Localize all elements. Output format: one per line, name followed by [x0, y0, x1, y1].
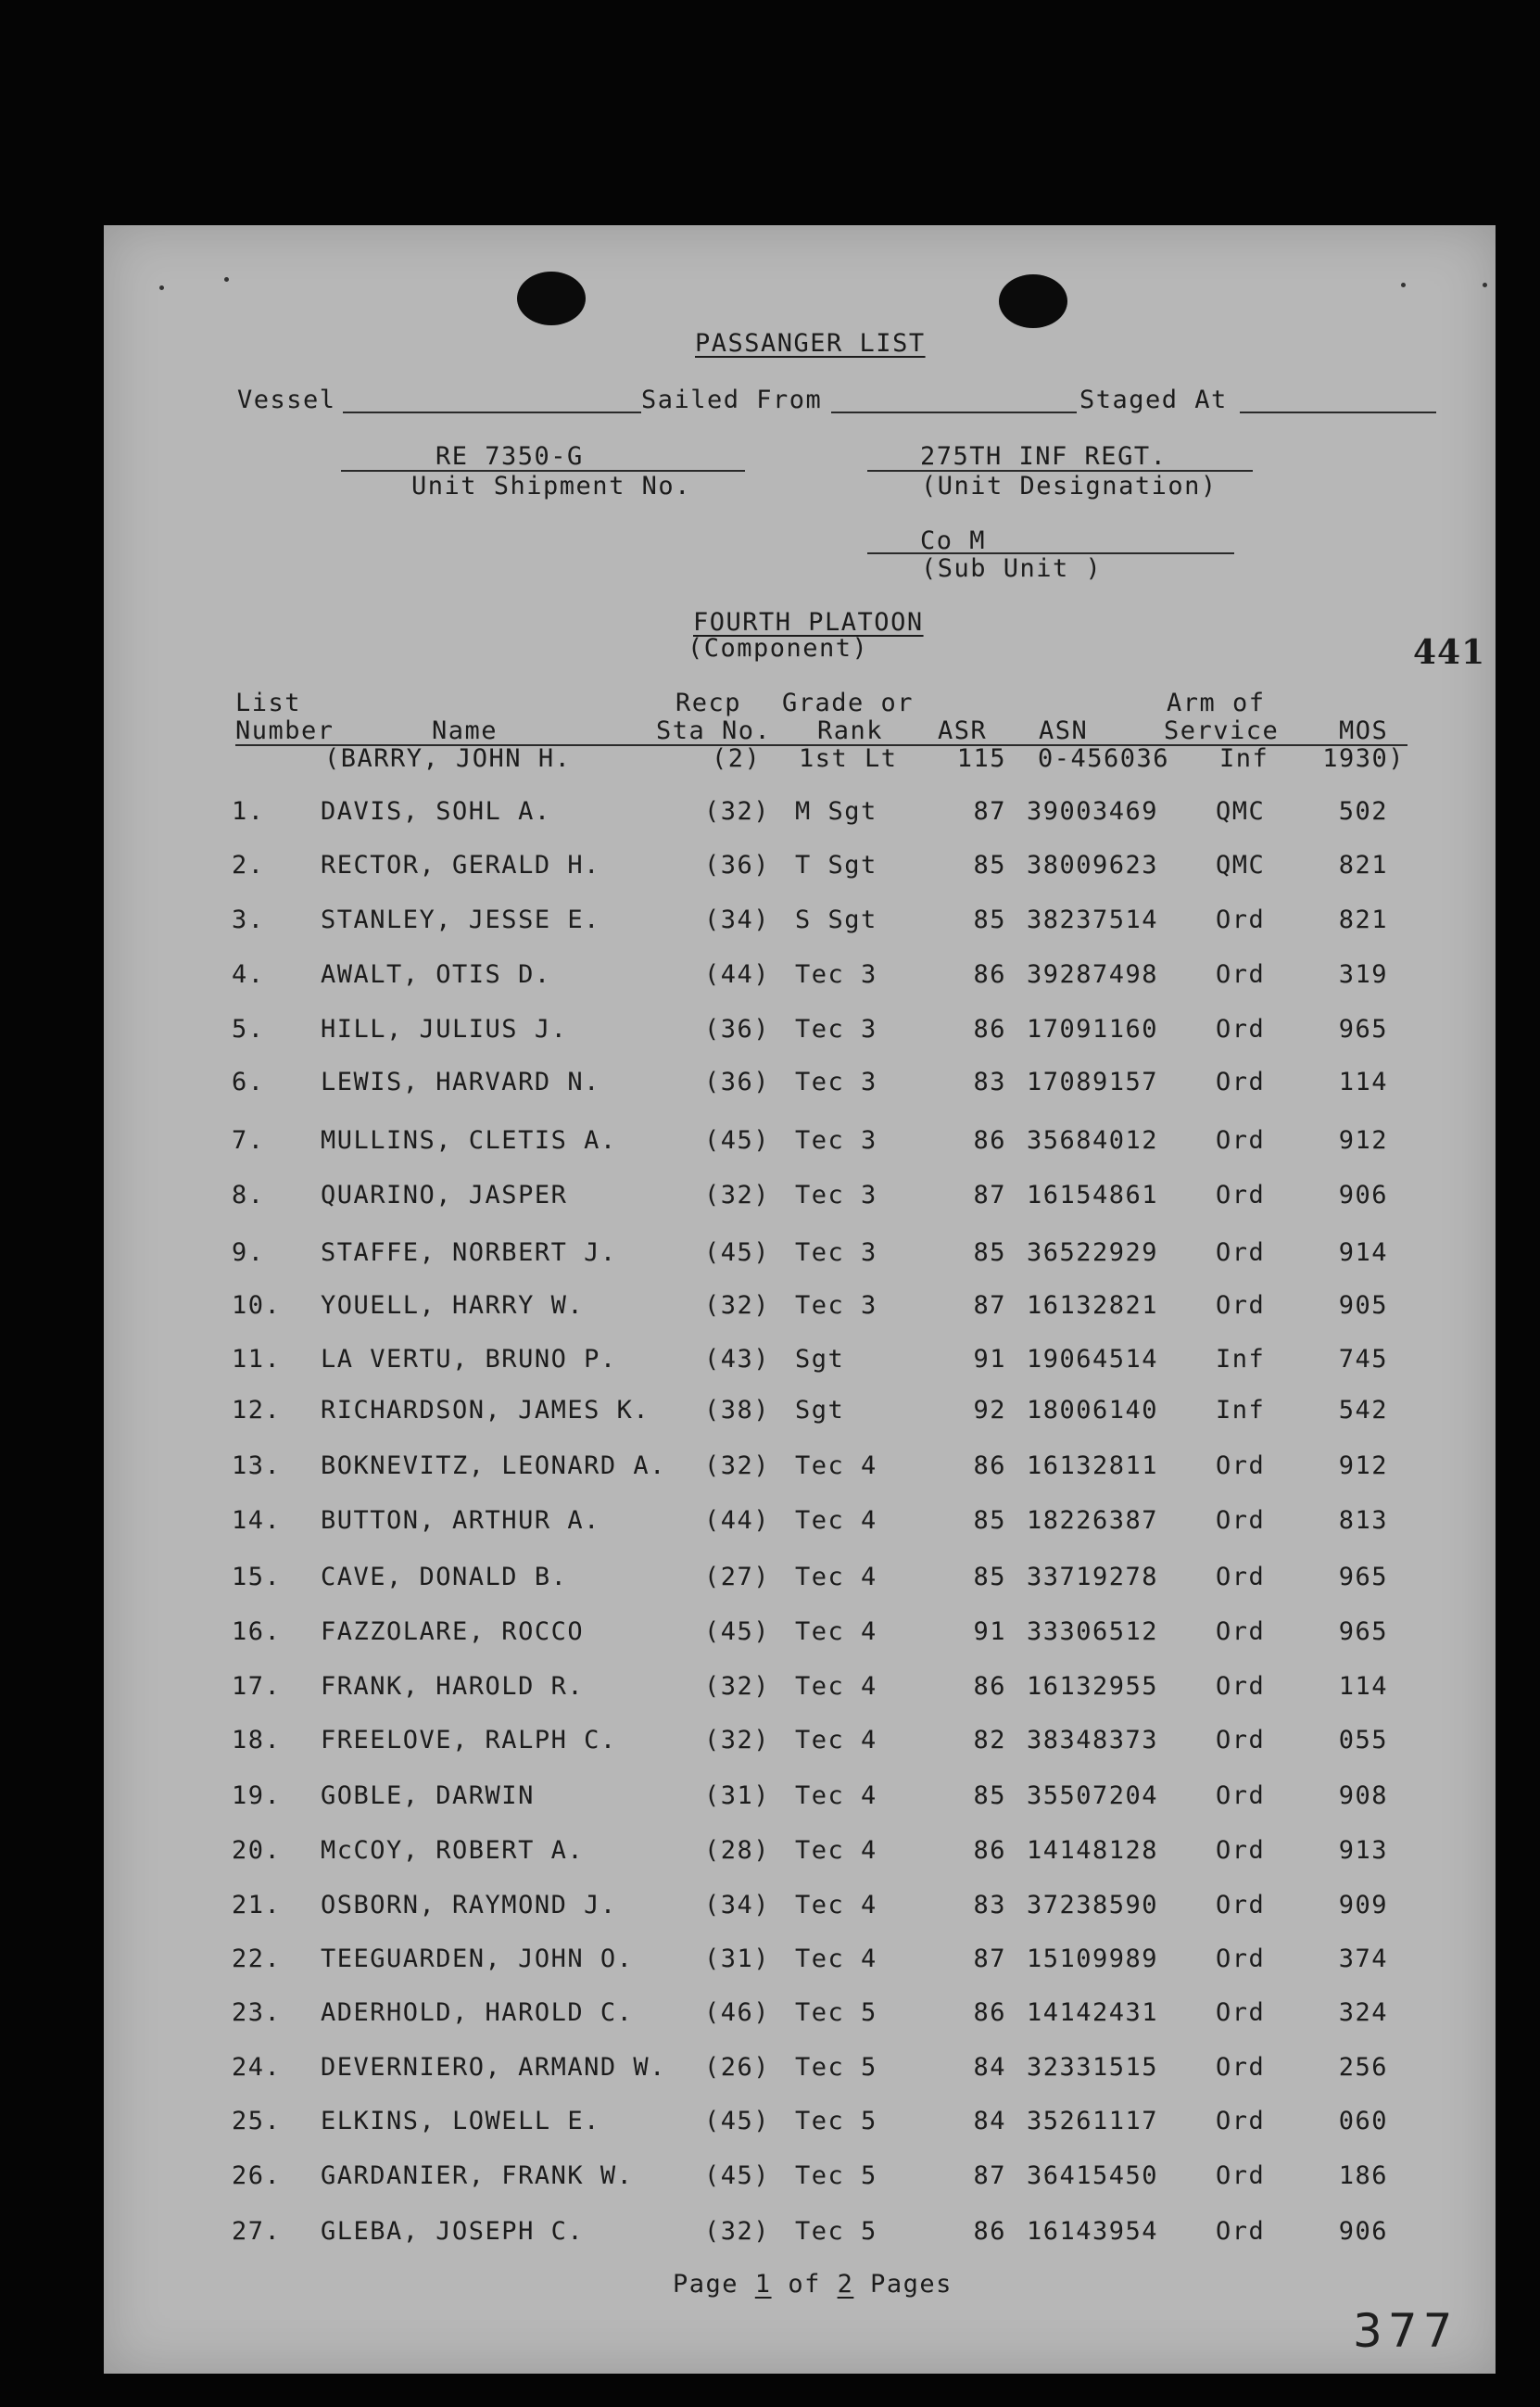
asr-value: 87	[973, 2161, 1006, 2190]
asn-value: 18006140	[1027, 1396, 1159, 1425]
arm-of-service: Ord	[1216, 1836, 1266, 1865]
grade-rank: Tec 4	[795, 1506, 877, 1535]
table-row	[0, 1240, 1540, 1272]
staged-at-label: Staged At	[1079, 386, 1228, 414]
passenger-name: BOKNEVITZ, LEONARD A.	[321, 1451, 666, 1480]
table-row	[0, 1565, 1540, 1596]
table-row	[0, 799, 1540, 830]
page-total: 2	[837, 2270, 854, 2299]
asr-value: 85	[973, 1506, 1006, 1535]
recp-station: (36)	[704, 1015, 771, 1044]
mos-code: 055	[1338, 1726, 1388, 1755]
list-number: 2.	[232, 851, 265, 880]
table-row	[0, 1838, 1540, 1869]
grade-rank: Tec 5	[795, 2107, 877, 2135]
page-prefix: Page	[673, 2270, 739, 2299]
passenger-name: QUARINO, JASPER	[321, 1181, 568, 1210]
mos-code: 186	[1338, 2161, 1388, 2190]
arm-of-service: Ord	[1216, 1617, 1266, 1646]
arm-of-service: Ord	[1216, 960, 1266, 989]
list-number: 7.	[232, 1126, 265, 1155]
grade-rank: Tec 4	[795, 1945, 877, 1973]
stamp-number: 441	[1413, 633, 1486, 672]
passenger-name: OSBORN, RAYMOND J.	[321, 1891, 617, 1919]
officer-asr: 115	[956, 744, 1006, 773]
list-number: 13.	[232, 1451, 282, 1480]
list-number: 1.	[232, 797, 265, 826]
asn-value: 35261117	[1027, 2107, 1159, 2135]
passenger-name: HILL, JULIUS J.	[321, 1015, 568, 1044]
asn-value: 16154861	[1027, 1181, 1159, 1210]
mos-code: 912	[1338, 1451, 1388, 1480]
asr-value: 84	[973, 2053, 1006, 2082]
asr-value: 91	[973, 1617, 1006, 1646]
asr-value: 86	[973, 1451, 1006, 1480]
officer-grade: 1st Lt	[799, 744, 898, 773]
mos-code: 909	[1338, 1891, 1388, 1919]
mos-code: 374	[1338, 1945, 1388, 1973]
list-number: 12.	[232, 1396, 282, 1425]
asn-value: 36415450	[1027, 2161, 1159, 2190]
list-number: 6.	[232, 1068, 265, 1096]
arm-of-service: Ord	[1216, 2161, 1266, 2190]
asr-value: 86	[973, 1998, 1006, 2027]
asr-value: 85	[973, 1238, 1006, 1267]
asn-value: 39287498	[1027, 960, 1159, 989]
mos-code: 908	[1338, 1781, 1388, 1810]
mos-code: 913	[1338, 1836, 1388, 1865]
grade-rank: Tec 4	[795, 1563, 877, 1591]
passenger-name: DEVERNIERO, ARMAND W.	[321, 2053, 666, 2082]
list-number: 17.	[232, 1672, 282, 1701]
grade-rank: Tec 3	[795, 1126, 877, 1155]
asn-value: 19064514	[1027, 1345, 1159, 1374]
arm-of-service: Ord	[1216, 1726, 1266, 1755]
sailed-from-label: Sailed From	[641, 386, 823, 414]
table-row	[0, 962, 1540, 994]
officer-arm: Inf	[1219, 744, 1269, 773]
mos-code: 256	[1338, 2053, 1388, 2082]
asn-value: 35684012	[1027, 1126, 1159, 1155]
arm-of-service: Ord	[1216, 1563, 1266, 1591]
asr-value: 85	[973, 906, 1006, 934]
list-number: 14.	[232, 1506, 282, 1535]
table-row	[0, 1674, 1540, 1705]
mos-code: 319	[1338, 960, 1388, 989]
table-row	[0, 853, 1540, 884]
arm-of-service: Ord	[1216, 1291, 1266, 1320]
asn-value: 14148128	[1027, 1836, 1159, 1865]
table-row	[0, 1017, 1540, 1048]
passenger-name: ADERHOLD, HAROLD C.	[321, 1998, 634, 2027]
recp-station: (44)	[704, 960, 771, 989]
recp-station: (27)	[704, 1563, 771, 1591]
list-number: 9.	[232, 1238, 265, 1267]
grade-rank: Tec 3	[795, 1181, 877, 1210]
list-number: 3.	[232, 906, 265, 934]
arm-of-service: Ord	[1216, 1015, 1266, 1044]
recp-station: (46)	[704, 1998, 771, 2027]
grade-rank: Tec 4	[795, 1836, 877, 1865]
table-row	[0, 2055, 1540, 2086]
asn-value: 16132821	[1027, 1291, 1159, 1320]
asr-value: 87	[973, 1181, 1006, 1210]
recp-station: (44)	[704, 1506, 771, 1535]
officer-asn: 0-456036	[1038, 744, 1170, 773]
arm-of-service: Ord	[1216, 1506, 1266, 1535]
page-current: 1	[754, 2270, 772, 2299]
mos-code: 821	[1338, 851, 1388, 880]
col-grade-line2: Rank	[817, 716, 884, 745]
mos-code: 114	[1338, 1068, 1388, 1096]
asn-value: 38237514	[1027, 906, 1159, 934]
list-number: 10.	[232, 1291, 282, 1320]
table-row	[0, 1508, 1540, 1539]
arm-of-service: Ord	[1216, 1126, 1266, 1155]
grade-rank: Tec 4	[795, 1726, 877, 1755]
grade-rank: Tec 4	[795, 1617, 877, 1646]
unit-designation-label: (Unit Designation)	[921, 472, 1218, 500]
mos-code: 745	[1338, 1345, 1388, 1374]
col-list-number-line1: List	[235, 689, 302, 717]
col-arm-line1: Arm of	[1167, 689, 1266, 717]
grade-rank: Tec 3	[795, 1068, 877, 1096]
recp-station: (32)	[704, 1451, 771, 1480]
officer-name: (BARRY, JOHN H.	[324, 744, 572, 773]
asr-value: 86	[973, 1672, 1006, 1701]
list-number: 25.	[232, 2107, 282, 2135]
mos-code: 542	[1338, 1396, 1388, 1425]
sub-unit-label: (Sub Unit )	[921, 554, 1103, 583]
recp-station: (28)	[704, 1836, 771, 1865]
grade-rank: Tec 5	[795, 1998, 877, 2027]
table-row	[0, 907, 1540, 939]
page-indicator	[673, 2272, 953, 2297]
grade-rank: Tec 3	[795, 1015, 877, 1044]
list-number: 24.	[232, 2053, 282, 2082]
arm-of-service: Ord	[1216, 2107, 1266, 2135]
recp-station: (32)	[704, 1726, 771, 1755]
mos-code: 906	[1338, 1181, 1388, 1210]
asn-value: 16132811	[1027, 1451, 1159, 1480]
asr-value: 83	[973, 1068, 1006, 1096]
asn-value: 18226387	[1027, 1506, 1159, 1535]
passenger-name: MULLINS, CLETIS A.	[321, 1126, 617, 1155]
passenger-name: STAFFE, NORBERT J.	[321, 1238, 617, 1267]
asn-value: 14142431	[1027, 1998, 1159, 2027]
component-label: (Component)	[688, 634, 869, 663]
recp-station: (45)	[704, 2107, 771, 2135]
passenger-name: McCOY, ROBERT A.	[321, 1836, 585, 1865]
recp-station: (36)	[704, 1068, 771, 1096]
asn-value: 39003469	[1027, 797, 1159, 826]
passenger-name: STANLEY, JESSE E.	[321, 906, 600, 934]
table-row	[0, 1946, 1540, 1978]
officer-recp: (2)	[712, 744, 762, 773]
page-suffix: Pages	[870, 2270, 953, 2299]
grade-rank: Tec 5	[795, 2161, 877, 2190]
mos-code: 965	[1338, 1015, 1388, 1044]
passenger-name: FRANK, HAROLD R.	[321, 1672, 585, 1701]
passenger-name: RECTOR, GERALD H.	[321, 851, 600, 880]
asn-value: 35507204	[1027, 1781, 1159, 1810]
list-number: 23.	[232, 1998, 282, 2027]
grade-rank: Tec 3	[795, 1238, 877, 1267]
unit-shipment-value: RE 7350-G	[435, 442, 584, 471]
grade-rank: T Sgt	[795, 851, 877, 880]
table-row	[0, 1728, 1540, 1759]
recp-station: (38)	[704, 1396, 771, 1425]
list-number: 21.	[232, 1891, 282, 1919]
asr-value: 82	[973, 1726, 1006, 1755]
asn-value: 33719278	[1027, 1563, 1159, 1591]
asr-value: 85	[973, 1781, 1006, 1810]
table-row	[0, 1293, 1540, 1324]
list-number: 8.	[232, 1181, 265, 1210]
grade-rank: Tec 4	[795, 1451, 877, 1480]
asr-value: 87	[973, 797, 1006, 826]
arm-of-service: Ord	[1216, 1781, 1266, 1810]
asn-value: 17091160	[1027, 1015, 1159, 1044]
asr-value: 85	[973, 851, 1006, 880]
table-row	[0, 1893, 1540, 1924]
list-number: 5.	[232, 1015, 265, 1044]
asn-value: 16143954	[1027, 2217, 1159, 2246]
recp-station: (26)	[704, 2053, 771, 2082]
mos-code: 965	[1338, 1563, 1388, 1591]
list-number: 27.	[232, 2217, 282, 2246]
mos-code: 965	[1338, 1617, 1388, 1646]
mos-code: 813	[1338, 1506, 1388, 1535]
recp-station: (32)	[704, 1181, 771, 1210]
asr-value: 84	[973, 2107, 1006, 2135]
recp-station: (34)	[704, 906, 771, 934]
passenger-name: RICHARDSON, JAMES K.	[321, 1396, 650, 1425]
asn-value: 37238590	[1027, 1891, 1159, 1919]
mos-code: 912	[1338, 1126, 1388, 1155]
arm-of-service: Ord	[1216, 1998, 1266, 2027]
arm-of-service: Ord	[1216, 1891, 1266, 1919]
passenger-name: FREELOVE, RALPH C.	[321, 1726, 617, 1755]
list-number: 15.	[232, 1563, 282, 1591]
grade-rank: Tec 4	[795, 1891, 877, 1919]
grade-rank: Tec 3	[795, 960, 877, 989]
arm-of-service: Ord	[1216, 1451, 1266, 1480]
asr-value: 86	[973, 1836, 1006, 1865]
col-name: Name	[432, 716, 499, 745]
table-row	[0, 1783, 1540, 1815]
list-number: 20.	[232, 1836, 282, 1865]
vessel-label: Vessel	[237, 386, 336, 414]
arm-of-service: Ord	[1216, 1672, 1266, 1701]
mos-code: 914	[1338, 1238, 1388, 1267]
asr-value: 83	[973, 1891, 1006, 1919]
recp-station: (32)	[704, 2217, 771, 2246]
arm-of-service: Ord	[1216, 1181, 1266, 1210]
arm-of-service: Ord	[1216, 1238, 1266, 1267]
grade-rank: Tec 5	[795, 2053, 877, 2082]
asr-value: 86	[973, 1015, 1006, 1044]
grade-rank: Tec 3	[795, 1291, 877, 1320]
asn-value: 38009623	[1027, 851, 1159, 880]
grade-rank: M Sgt	[795, 797, 877, 826]
asr-value: 92	[973, 1396, 1006, 1425]
mos-code: 905	[1338, 1291, 1388, 1320]
asr-value: 85	[973, 1563, 1006, 1591]
col-list-number-line2: Number	[235, 716, 335, 745]
asn-value: 16132955	[1027, 1672, 1159, 1701]
arm-of-service: Ord	[1216, 2053, 1266, 2082]
list-number: 4.	[232, 960, 265, 989]
recp-station: (34)	[704, 1891, 771, 1919]
passenger-name: TEEGUARDEN, JOHN O.	[321, 1945, 634, 1973]
list-number: 22.	[232, 1945, 282, 1973]
arm-of-service: Ord	[1216, 906, 1266, 934]
arm-of-service: Inf	[1216, 1345, 1266, 1374]
arm-of-service: Inf	[1216, 1396, 1266, 1425]
asn-value: 36522929	[1027, 1238, 1159, 1267]
table-row	[0, 2000, 1540, 2032]
list-number: 26.	[232, 2161, 282, 2190]
recp-station: (32)	[704, 797, 771, 826]
asr-value: 87	[973, 1291, 1006, 1320]
officer-mos: 1930)	[1322, 744, 1405, 773]
col-asn: ASN	[1039, 716, 1089, 745]
mos-code: 502	[1338, 797, 1388, 826]
grade-rank: Sgt	[795, 1345, 845, 1374]
table-row	[0, 2219, 1540, 2250]
col-mos: MOS	[1339, 716, 1389, 745]
grade-rank: Tec 4	[795, 1781, 877, 1810]
passenger-name: FAZZOLARE, ROCCO	[321, 1617, 585, 1646]
passenger-name: DAVIS, SOHL A.	[321, 797, 551, 826]
list-number: 18.	[232, 1726, 282, 1755]
passenger-name: LEWIS, HARVARD N.	[321, 1068, 600, 1096]
recp-station: (45)	[704, 1238, 771, 1267]
table-row	[0, 1453, 1540, 1485]
unit-designation-value: 275TH INF REGT.	[920, 442, 1168, 471]
passenger-name: AWALT, OTIS D.	[321, 960, 551, 989]
grade-rank: Tec 5	[795, 2217, 877, 2246]
table-row	[0, 1183, 1540, 1214]
arm-of-service: Ord	[1216, 1945, 1266, 1973]
arm-of-service: Ord	[1216, 2217, 1266, 2246]
mos-code: 906	[1338, 2217, 1388, 2246]
arm-of-service: QMC	[1216, 797, 1266, 826]
asn-value: 17089157	[1027, 1068, 1159, 1096]
asn-value: 33306512	[1027, 1617, 1159, 1646]
asn-value: 38348373	[1027, 1726, 1159, 1755]
mos-code: 060	[1338, 2107, 1388, 2135]
sub-unit-value: Co M	[920, 526, 987, 555]
col-arm-line2: Service	[1164, 716, 1280, 745]
table-row	[0, 1347, 1540, 1378]
unit-shipment-label: Unit Shipment No.	[411, 472, 691, 500]
mos-code: 821	[1338, 906, 1388, 934]
recp-station: (45)	[704, 1617, 771, 1646]
recp-station: (31)	[704, 1781, 771, 1810]
passenger-name: CAVE, DONALD B.	[321, 1563, 568, 1591]
asn-value: 15109989	[1027, 1945, 1159, 1973]
asn-value: 32331515	[1027, 2053, 1159, 2082]
col-recp-line1: Recp	[675, 689, 742, 717]
table-row	[0, 2109, 1540, 2140]
table-row	[0, 1398, 1540, 1429]
mos-code: 114	[1338, 1672, 1388, 1701]
arm-of-service: QMC	[1216, 851, 1266, 880]
list-number: 11.	[232, 1345, 282, 1374]
table-row	[0, 1128, 1540, 1159]
asr-value: 91	[973, 1345, 1006, 1374]
grade-rank: S Sgt	[795, 906, 877, 934]
asr-value: 86	[973, 1126, 1006, 1155]
col-recp-line2: Sta No.	[656, 716, 772, 745]
passenger-name: GARDANIER, FRANK W.	[321, 2161, 634, 2190]
component-value: FOURTH PLATOON	[693, 608, 924, 637]
asr-value: 86	[973, 960, 1006, 989]
passenger-name: YOUELL, HARRY W.	[321, 1291, 585, 1320]
asr-value: 86	[973, 2217, 1006, 2246]
mos-code: 324	[1338, 1998, 1388, 2027]
passenger-name: GOBLE, DARWIN	[321, 1781, 535, 1810]
recp-station: (36)	[704, 851, 771, 880]
passenger-name: BUTTON, ARTHUR A.	[321, 1506, 600, 1535]
table-row	[0, 2163, 1540, 2195]
list-number: 19.	[232, 1781, 282, 1810]
list-number: 16.	[232, 1617, 282, 1646]
table-row	[0, 1070, 1540, 1101]
grade-rank: Sgt	[795, 1396, 845, 1425]
passenger-name: GLEBA, JOSEPH C.	[321, 2217, 585, 2246]
document-title: PASSANGER LIST	[695, 329, 926, 358]
recp-station: (32)	[704, 1672, 771, 1701]
passenger-name: ELKINS, LOWELL E.	[321, 2107, 600, 2135]
page-of: of	[788, 2270, 821, 2299]
col-grade-line1: Grade or	[782, 689, 915, 717]
col-asr: ASR	[938, 716, 988, 745]
grade-rank: Tec 4	[795, 1672, 877, 1701]
passenger-name: LA VERTU, BRUNO P.	[321, 1345, 617, 1374]
arm-of-service: Ord	[1216, 1068, 1266, 1096]
handwritten-number: 377	[1353, 2304, 1458, 2358]
recp-station: (45)	[704, 1126, 771, 1155]
recp-station: (43)	[704, 1345, 771, 1374]
recp-station: (31)	[704, 1945, 771, 1973]
recp-station: (45)	[704, 2161, 771, 2190]
recp-station: (32)	[704, 1291, 771, 1320]
table-row	[0, 1619, 1540, 1651]
asr-value: 87	[973, 1945, 1006, 1973]
